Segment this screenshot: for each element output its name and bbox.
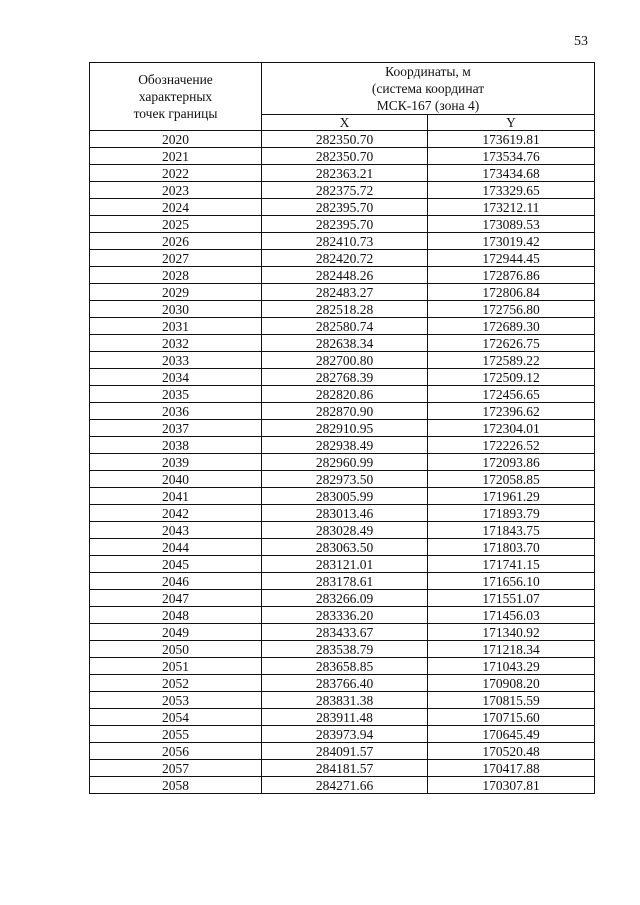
table-row (90, 709, 595, 726)
point-id-cell: 2047 (90, 590, 262, 607)
table-row (90, 454, 595, 471)
y-coordinate-cell: 171340.92 (428, 624, 595, 641)
table-row (90, 352, 595, 369)
x-coordinate-cell: 282395.70 (262, 216, 428, 233)
y-column-header: Y (428, 115, 595, 131)
point-id-cell: 2035 (90, 386, 262, 403)
coordinates-table-body (90, 131, 595, 794)
point-id-cell: 2044 (90, 539, 262, 556)
y-coordinate-cell: 171893.79 (428, 505, 595, 522)
table-row (90, 624, 595, 641)
y-coordinate-cell: 173019.42 (428, 233, 595, 250)
table-row (90, 692, 595, 709)
x-coordinate-cell: 283911.48 (262, 709, 428, 726)
y-coordinate-cell: 172626.75 (428, 335, 595, 352)
table-row (90, 131, 595, 148)
x-coordinate-cell: 282350.70 (262, 131, 428, 148)
table-row (90, 573, 595, 590)
point-id-cell: 2058 (90, 777, 262, 794)
y-coordinate-cell: 172806.84 (428, 284, 595, 301)
coordinates-header-line: МСК-167 (зона 4) (376, 98, 480, 113)
point-id-cell: 2049 (90, 624, 262, 641)
x-coordinate-cell: 282483.27 (262, 284, 428, 301)
x-coordinate-cell: 283973.94 (262, 726, 428, 743)
x-coordinate-cell: 282518.28 (262, 301, 428, 318)
y-coordinate-cell: 170715.60 (428, 709, 595, 726)
y-coordinate-cell: 172689.30 (428, 318, 595, 335)
x-coordinate-cell: 283831.38 (262, 692, 428, 709)
y-coordinate-cell: 170908.20 (428, 675, 595, 692)
x-coordinate-cell: 283178.61 (262, 573, 428, 590)
x-coordinate-cell: 282768.39 (262, 369, 428, 386)
x-coordinate-cell: 282580.74 (262, 318, 428, 335)
point-id-cell: 2050 (90, 641, 262, 658)
y-coordinate-cell: 172093.86 (428, 454, 595, 471)
table-row (90, 148, 595, 165)
point-id-cell: 2048 (90, 607, 262, 624)
coordinates-header-line: (система координат (371, 81, 485, 96)
coordinates-table (89, 62, 595, 794)
point-id-cell: 2020 (90, 131, 262, 148)
x-coordinate-cell: 283766.40 (262, 675, 428, 692)
y-coordinate-cell: 172058.85 (428, 471, 595, 488)
point-id-cell: 2031 (90, 318, 262, 335)
y-coordinate-cell: 171551.07 (428, 590, 595, 607)
y-coordinate-cell: 173434.68 (428, 165, 595, 182)
y-coordinate-cell: 172589.22 (428, 352, 595, 369)
point-id-cell: 2037 (90, 420, 262, 437)
y-coordinate-cell: 170417.88 (428, 760, 595, 777)
x-coordinate-cell: 282700.80 (262, 352, 428, 369)
y-coordinate-cell: 172509.12 (428, 369, 595, 386)
table-row (90, 743, 595, 760)
y-coordinate-cell: 171218.34 (428, 641, 595, 658)
x-coordinate-cell: 283121.01 (262, 556, 428, 573)
point-id-cell: 2051 (90, 658, 262, 675)
y-coordinate-cell: 171741.15 (428, 556, 595, 573)
point-id-cell: 2057 (90, 760, 262, 777)
table-row (90, 369, 595, 386)
y-coordinate-cell: 170520.48 (428, 743, 595, 760)
point-id-cell: 2038 (90, 437, 262, 454)
x-coordinate-cell: 282910.95 (262, 420, 428, 437)
x-coordinate-cell: 282410.73 (262, 233, 428, 250)
x-coordinate-cell: 283658.85 (262, 658, 428, 675)
point-id-cell: 2055 (90, 726, 262, 743)
y-coordinate-cell: 171656.10 (428, 573, 595, 590)
x-coordinate-cell: 283433.67 (262, 624, 428, 641)
point-id-cell: 2034 (90, 369, 262, 386)
y-coordinate-cell: 173212.11 (428, 199, 595, 216)
point-id-cell: 2022 (90, 165, 262, 182)
point-id-cell: 2043 (90, 522, 262, 539)
y-coordinate-cell: 172944.45 (428, 250, 595, 267)
point-id-cell: 2036 (90, 403, 262, 420)
y-coordinate-cell: 172396.62 (428, 403, 595, 420)
x-coordinate-cell: 282960.99 (262, 454, 428, 471)
table-row (90, 658, 595, 675)
point-id-cell: 2056 (90, 743, 262, 760)
x-coordinate-cell: 282973.50 (262, 471, 428, 488)
y-coordinate-cell: 173619.81 (428, 131, 595, 148)
point-id-cell: 2040 (90, 471, 262, 488)
x-coordinate-cell: 282350.70 (262, 148, 428, 165)
table-row (90, 760, 595, 777)
y-coordinate-cell: 172876.86 (428, 267, 595, 284)
designation-header (90, 63, 262, 131)
y-coordinate-cell: 173329.65 (428, 182, 595, 199)
y-coordinate-cell: 172304.01 (428, 420, 595, 437)
point-id-cell: 2030 (90, 301, 262, 318)
y-coordinate-cell: 170815.59 (428, 692, 595, 709)
table-row (90, 505, 595, 522)
y-coordinate-cell: 170307.81 (428, 777, 595, 794)
coordinates-header (262, 63, 595, 115)
table-row (90, 522, 595, 539)
table-row (90, 301, 595, 318)
point-id-cell: 2027 (90, 250, 262, 267)
x-coordinate-cell: 284181.57 (262, 760, 428, 777)
designation-header-line: характерных (138, 89, 213, 104)
point-id-cell: 2033 (90, 352, 262, 369)
table-row (90, 165, 595, 182)
table-row (90, 471, 595, 488)
x-column-header: X (262, 115, 428, 131)
y-coordinate-cell: 173534.76 (428, 148, 595, 165)
y-coordinate-cell: 171803.70 (428, 539, 595, 556)
x-coordinate-cell: 283266.09 (262, 590, 428, 607)
y-coordinate-cell: 172226.52 (428, 437, 595, 454)
point-id-cell: 2029 (90, 284, 262, 301)
y-coordinate-cell: 171456.03 (428, 607, 595, 624)
y-coordinate-cell: 171843.75 (428, 522, 595, 539)
y-coordinate-cell: 172456.65 (428, 386, 595, 403)
y-coordinate-cell: 172756.80 (428, 301, 595, 318)
point-id-cell: 2045 (90, 556, 262, 573)
point-id-cell: 2028 (90, 267, 262, 284)
table-row (90, 182, 595, 199)
table-row (90, 318, 595, 335)
x-coordinate-cell: 282820.86 (262, 386, 428, 403)
page-number: 53 (574, 34, 588, 49)
x-coordinate-cell: 282420.72 (262, 250, 428, 267)
x-coordinate-cell: 284091.57 (262, 743, 428, 760)
table-row (90, 437, 595, 454)
designation-header-line: Обозначение (138, 72, 213, 87)
table-row (90, 539, 595, 556)
point-id-cell: 2024 (90, 199, 262, 216)
x-coordinate-cell: 283005.99 (262, 488, 428, 505)
point-id-cell: 2046 (90, 573, 262, 590)
table-row (90, 777, 595, 794)
point-id-cell: 2023 (90, 182, 262, 199)
coordinates-header-line: Координаты, м (385, 64, 471, 79)
y-coordinate-cell: 170645.49 (428, 726, 595, 743)
x-coordinate-cell: 282448.26 (262, 267, 428, 284)
table-row (90, 233, 595, 250)
table-row (90, 420, 595, 437)
table-row (90, 386, 595, 403)
point-id-cell: 2026 (90, 233, 262, 250)
point-id-cell: 2041 (90, 488, 262, 505)
table-row (90, 216, 595, 233)
table-row (90, 607, 595, 624)
point-id-cell: 2032 (90, 335, 262, 352)
x-coordinate-cell: 283538.79 (262, 641, 428, 658)
x-coordinate-cell: 282363.21 (262, 165, 428, 182)
table-row (90, 675, 595, 692)
x-coordinate-cell: 282638.34 (262, 335, 428, 352)
point-id-cell: 2052 (90, 675, 262, 692)
x-coordinate-cell: 283063.50 (262, 539, 428, 556)
table-row (90, 250, 595, 267)
point-id-cell: 2054 (90, 709, 262, 726)
x-coordinate-cell: 283013.46 (262, 505, 428, 522)
point-id-cell: 2042 (90, 505, 262, 522)
table-row (90, 199, 595, 216)
y-coordinate-cell: 171043.29 (428, 658, 595, 675)
x-coordinate-cell: 282395.70 (262, 199, 428, 216)
table-row (90, 488, 595, 505)
table-row (90, 590, 595, 607)
point-id-cell: 2039 (90, 454, 262, 471)
point-id-cell: 2053 (90, 692, 262, 709)
point-id-cell: 2021 (90, 148, 262, 165)
table-row (90, 335, 595, 352)
table-row (90, 284, 595, 301)
table-row (90, 267, 595, 284)
x-coordinate-cell: 282870.90 (262, 403, 428, 420)
y-coordinate-cell: 173089.53 (428, 216, 595, 233)
x-coordinate-cell: 282375.72 (262, 182, 428, 199)
table-row (90, 403, 595, 420)
table-row (90, 556, 595, 573)
x-coordinate-cell: 283028.49 (262, 522, 428, 539)
x-coordinate-cell: 283336.20 (262, 607, 428, 624)
x-coordinate-cell: 282938.49 (262, 437, 428, 454)
x-coordinate-cell: 284271.66 (262, 777, 428, 794)
table-row (90, 641, 595, 658)
designation-header-line: точек границы (133, 106, 218, 121)
point-id-cell: 2025 (90, 216, 262, 233)
y-coordinate-cell: 171961.29 (428, 488, 595, 505)
table-row (90, 726, 595, 743)
